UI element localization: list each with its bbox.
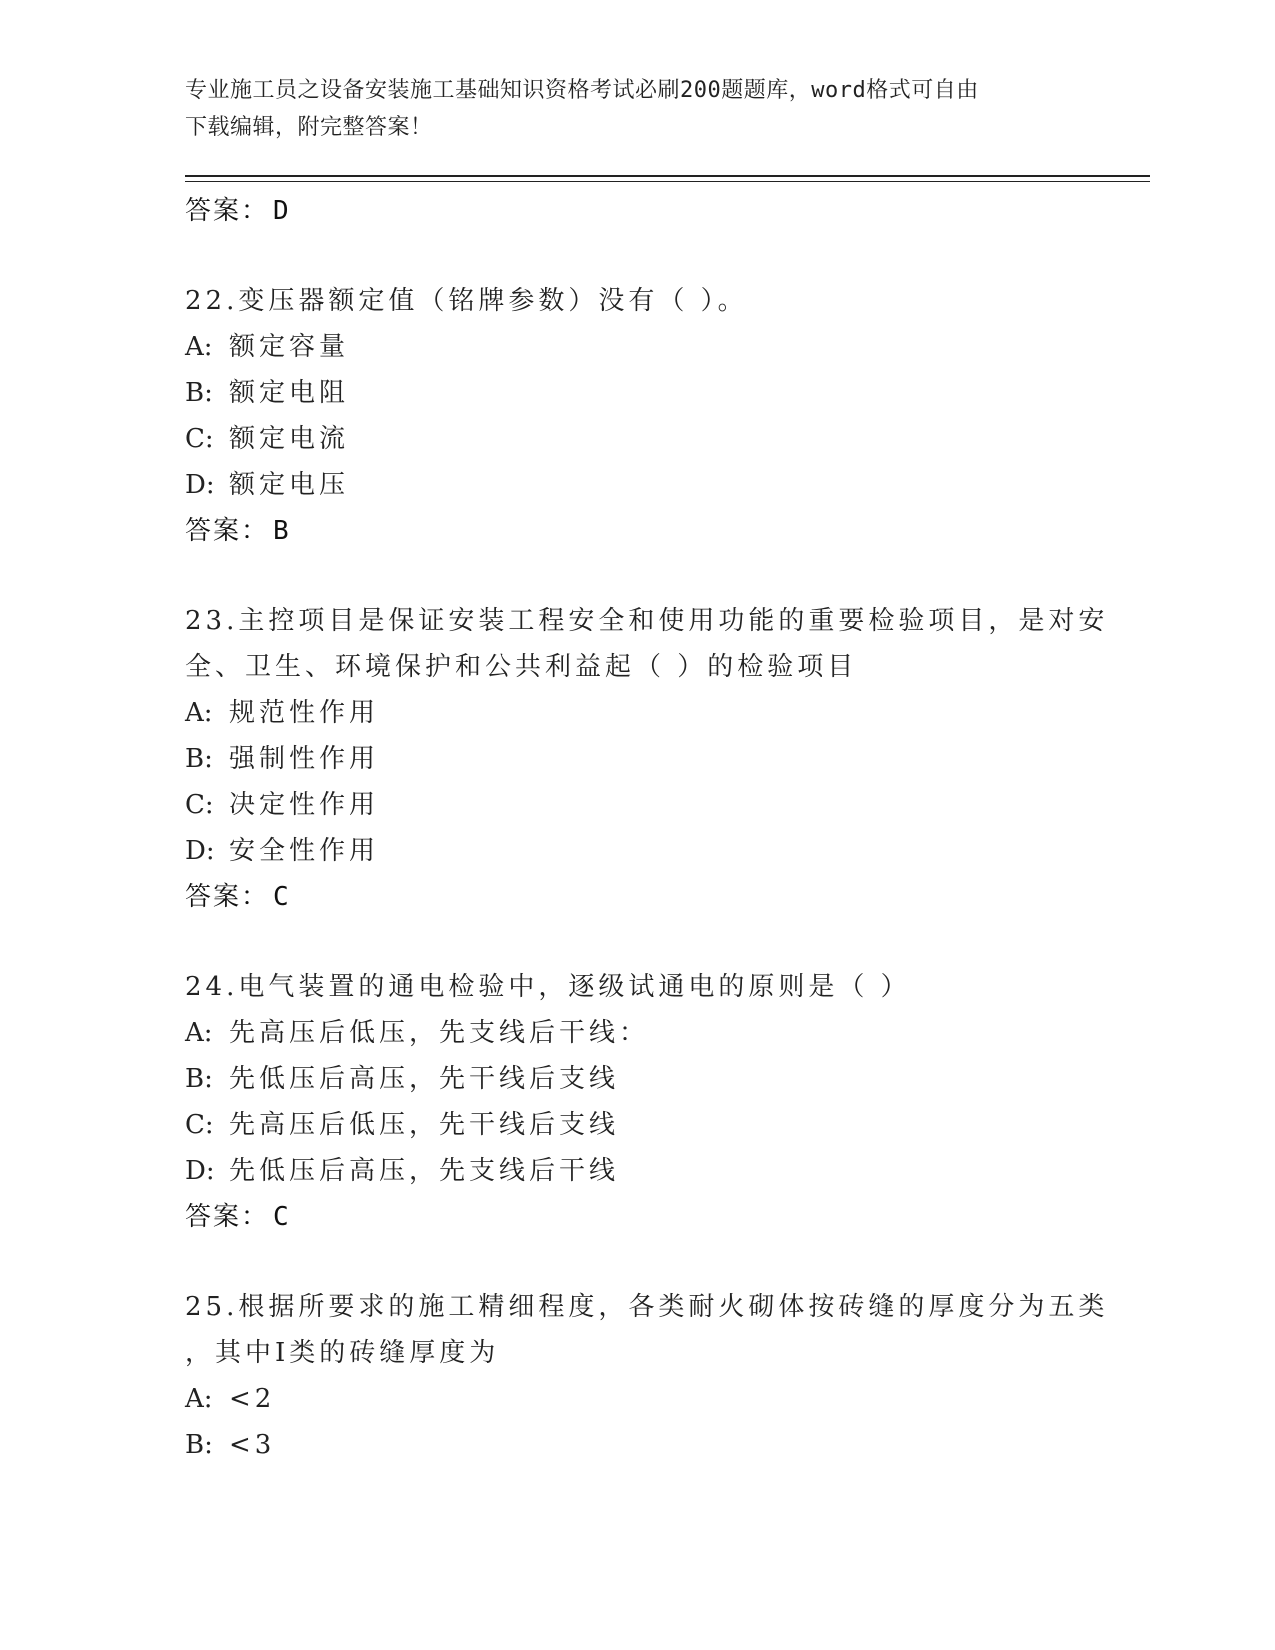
- option-key: C:: [185, 424, 214, 454]
- option-c: [185, 782, 1085, 828]
- option-key: C:: [185, 1110, 214, 1140]
- header-divider-thick: [185, 175, 1150, 177]
- option-c: [185, 1102, 1085, 1148]
- question-text: 24.电气装置的通电检验中，逐级试通电的原则是（ ）: [185, 972, 911, 1002]
- spacer: [185, 920, 1085, 964]
- spacer: [185, 1240, 1085, 1284]
- option-a: [185, 690, 1085, 736]
- header-line-2: 下载编辑，附完整答案！: [185, 115, 433, 140]
- option-d: [185, 462, 1085, 508]
- option-text: <3: [229, 1430, 276, 1460]
- option-b: [185, 1422, 1085, 1468]
- answer-label: 答案：: [185, 196, 270, 226]
- option-key: D:: [185, 836, 215, 866]
- option-key: B:: [185, 1430, 213, 1460]
- header-divider-thin: [185, 181, 1150, 182]
- answer-value: B: [273, 516, 289, 546]
- answer-label: 答案：: [185, 882, 270, 912]
- option-text: 额定电压: [229, 470, 350, 500]
- question-text-continued: ，其中Ⅰ类的砖缝厚度为: [185, 1338, 500, 1368]
- question-text: 23.主控项目是保证安装工程安全和使用功能的重要检验项目，是对安: [185, 606, 1109, 636]
- answer-label: 答案：: [185, 516, 270, 546]
- question-text: 22.变压器额定值（铭牌参数）没有（ ）。: [185, 286, 748, 316]
- answer-value: C: [273, 882, 289, 912]
- option-d: [185, 828, 1085, 874]
- answer-line: [185, 188, 1085, 234]
- option-key: A:: [185, 332, 213, 362]
- question-block: [185, 278, 1085, 554]
- option-text: 先高压后低压，先干线后支线: [229, 1110, 620, 1140]
- option-key: C:: [185, 790, 214, 820]
- option-text: <2: [229, 1384, 276, 1414]
- option-d: [185, 1148, 1085, 1194]
- spacer: [185, 554, 1085, 598]
- option-key: A:: [185, 698, 213, 728]
- answer-value: D: [273, 196, 289, 226]
- option-text: 额定容量: [229, 332, 350, 362]
- option-b: [185, 370, 1085, 416]
- option-a: [185, 1376, 1085, 1422]
- option-b: [185, 1056, 1085, 1102]
- option-text: 强制性作用: [229, 744, 380, 774]
- option-key: A:: [185, 1018, 213, 1048]
- answer-label: 答案：: [185, 1202, 270, 1232]
- option-text: 安全性作用: [229, 836, 380, 866]
- option-a: [185, 1010, 1085, 1056]
- option-b: [185, 736, 1085, 782]
- question-list: [185, 188, 1109, 1468]
- option-text: 决定性作用: [229, 790, 380, 820]
- question-text: 25.根据所要求的施工精细程度，各类耐火砌体按砖缝的厚度分为五类: [185, 1292, 1109, 1322]
- answer-line: [185, 508, 1085, 554]
- option-c: [185, 416, 1085, 462]
- option-text: 额定电流: [229, 424, 350, 454]
- option-text: 先高压后低压，先支线后干线：: [229, 1018, 650, 1048]
- question-block: [185, 598, 1109, 920]
- question-block: [185, 1284, 1109, 1468]
- header-line-1: 专业施工员之设备安装施工基础知识资格考试必刷200题题库，word格式可自由: [185, 78, 979, 103]
- answer-value: C: [273, 1202, 289, 1232]
- option-key: D:: [185, 470, 215, 500]
- option-key: B:: [185, 378, 213, 408]
- option-text: 额定电阻: [229, 378, 350, 408]
- document-header: [185, 72, 1075, 146]
- option-key: A:: [185, 1384, 213, 1414]
- answer-line: [185, 874, 1085, 920]
- option-text: 规范性作用: [229, 698, 380, 728]
- option-key: D:: [185, 1156, 215, 1186]
- option-text: 先低压后高压，先干线后支线: [229, 1064, 620, 1094]
- option-a: [185, 324, 1085, 370]
- spacer: [185, 234, 1085, 278]
- question-text-continued: 全、卫生、环境保护和公共利益起（ ）的检验项目: [185, 652, 858, 682]
- option-key: B:: [185, 1064, 213, 1094]
- option-key: B:: [185, 744, 213, 774]
- question-block: [185, 964, 1085, 1240]
- option-text: 先低压后高压，先支线后干线: [229, 1156, 620, 1186]
- answer-line: [185, 1194, 1085, 1240]
